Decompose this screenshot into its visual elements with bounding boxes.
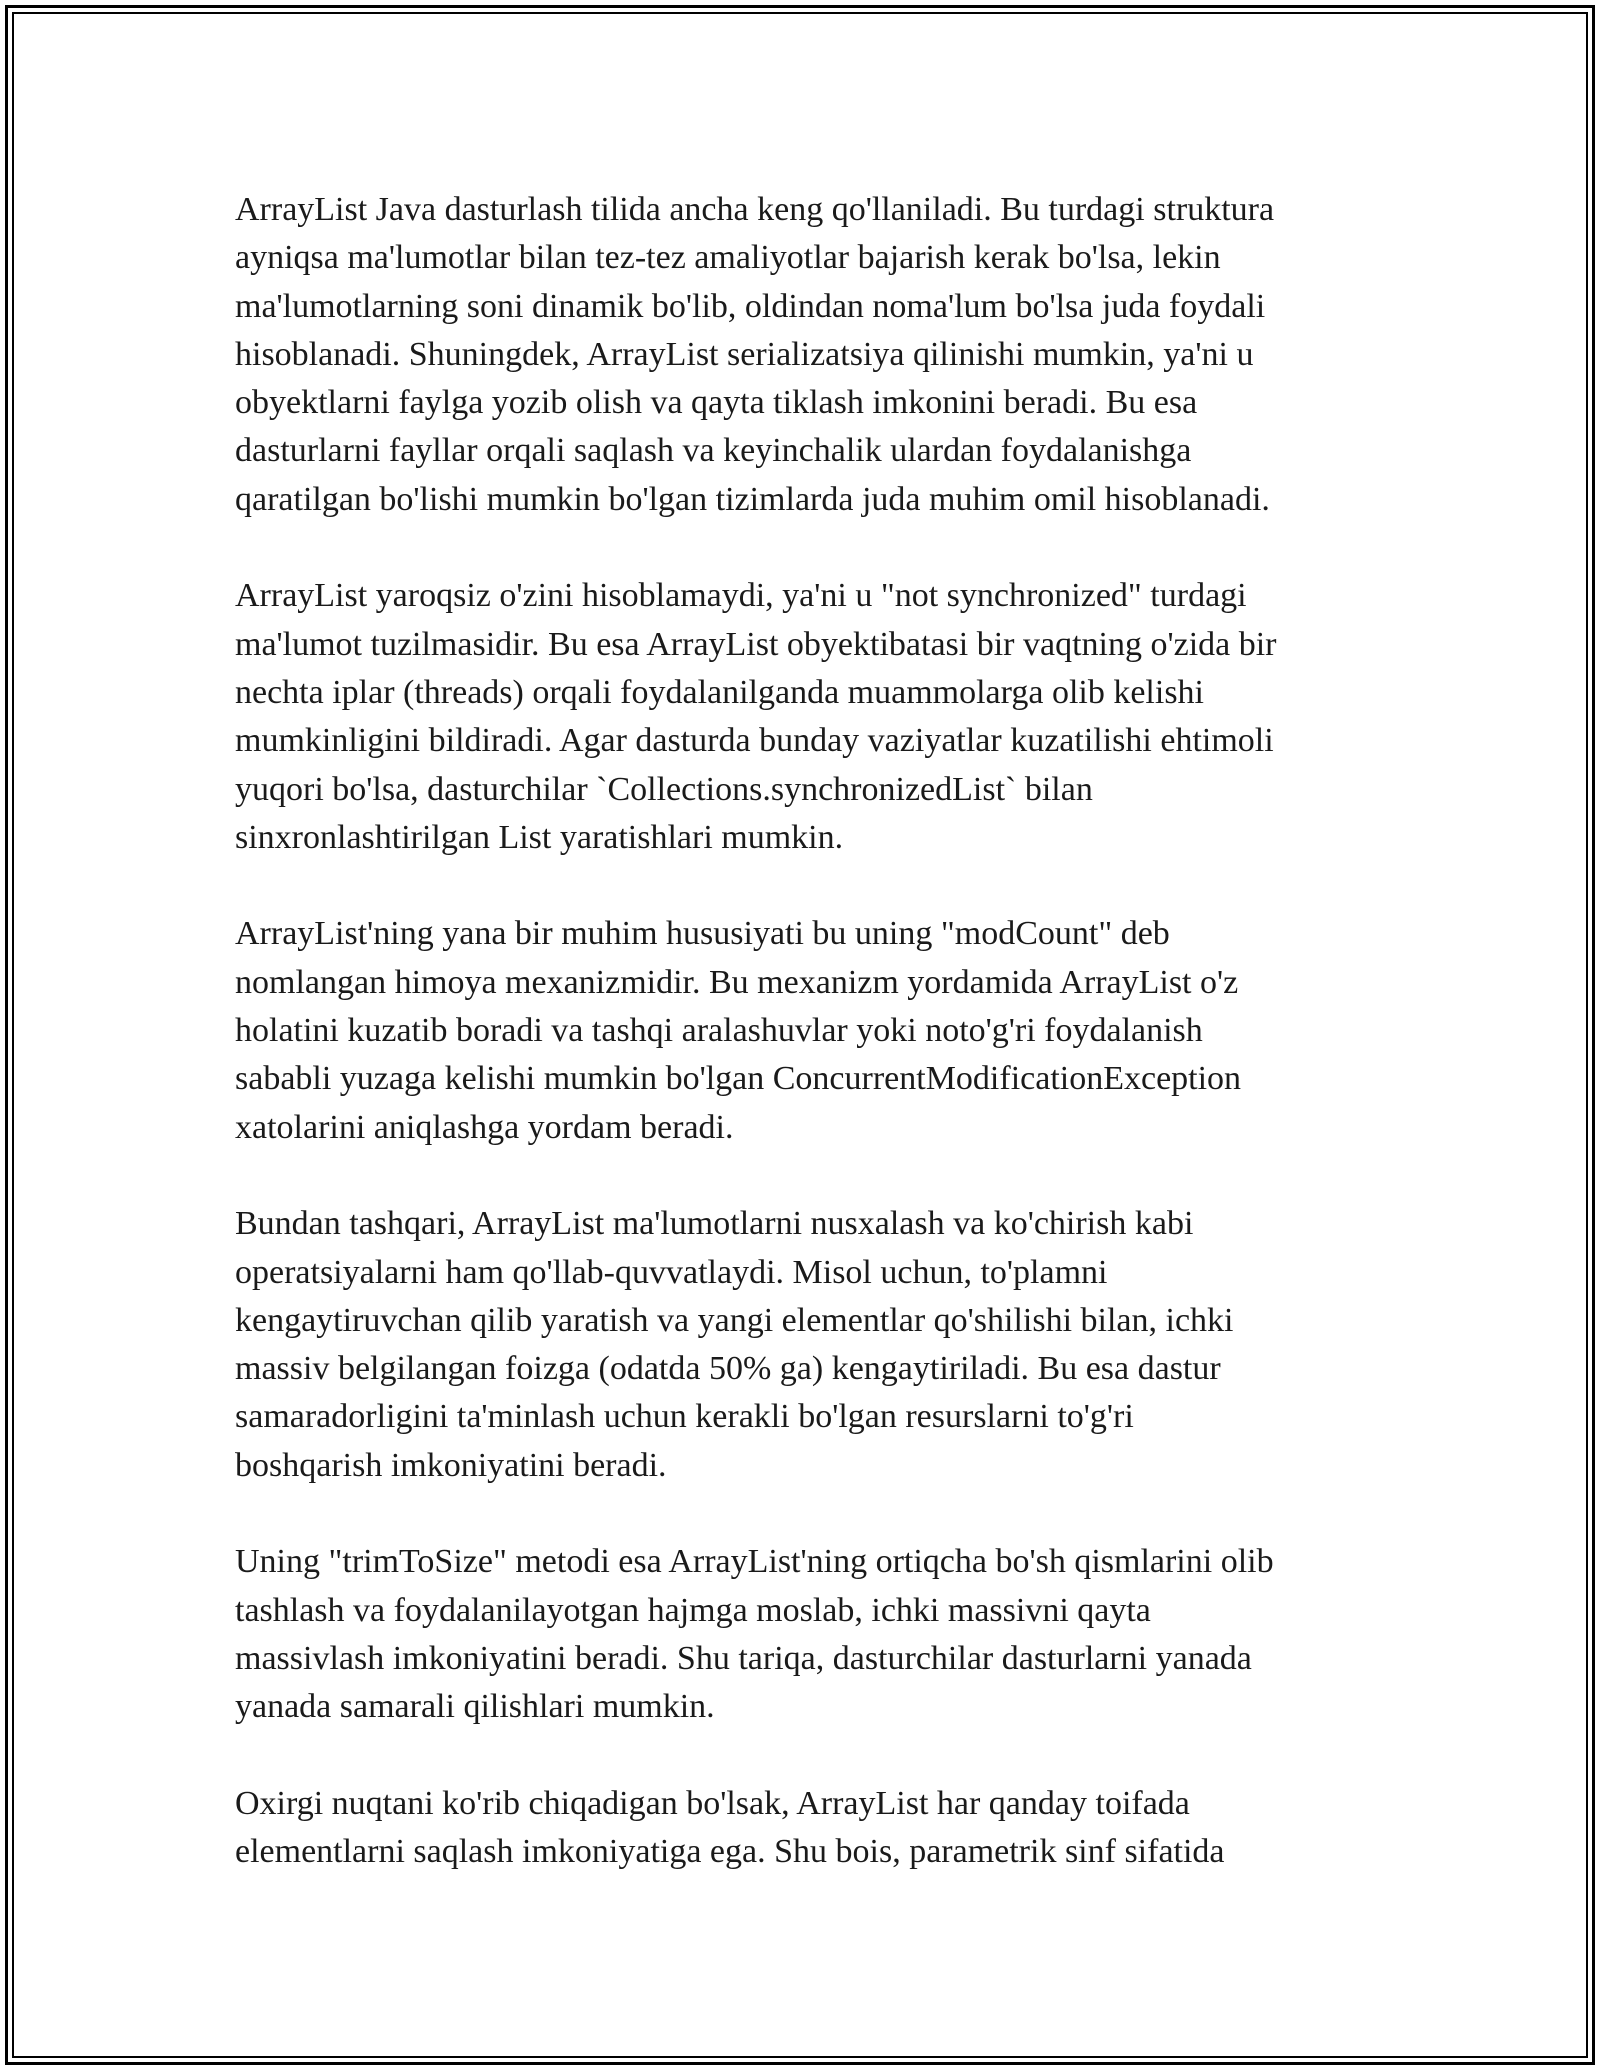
text-line: ArrayList'ning yana bir muhim hususiyati bu uning "modCount" deb [235, 915, 1170, 953]
text-line: ma'lumot tuzilmasidir. Bu esa ArrayList obyektibatasi bir vaqtning o'zida bir [235, 625, 1277, 663]
text-line: yuqori bo'lsa, dasturchilar `Collections.synchronizedList` bilan [235, 770, 1093, 808]
paragraph-synchronization [235, 572, 1385, 862]
text-line: qaratilgan bo'lishi mumkin bo'lgan tizimlarda juda muhim omil hisoblanadi. [235, 480, 1270, 518]
paragraph-generic-types [235, 1780, 1385, 1877]
text-line: sababli yuzaga kelishi mumkin bo'lgan ConcurrentModificationException [235, 1060, 1242, 1098]
text-line: samaradorligini ta'minlash uchun kerakli bo'lgan resurslarni to'g'ri [235, 1398, 1134, 1436]
text-line: dasturlarni fayllar orqali saqlash va keyinchalik ulardan foydalanishga [235, 432, 1192, 470]
document-body [235, 186, 1385, 1925]
text-line: ayniqsa ma'lumotlar bilan tez-tez amaliyotlar bajarish kerak bo'lsa, lekin [235, 239, 1221, 277]
text-line: kengaytiruvchan qilib yaratish va yangi elementlar qo'shilishi bilan, ichki [235, 1301, 1234, 1339]
text-line: massiv belgilangan foizga (odatda 50% ga) kengaytiriladi. Bu esa dastur [235, 1350, 1221, 1388]
text-line: ArrayList Java dasturlash tilida ancha keng qo'llaniladi. Bu turdagi struktura [235, 191, 1275, 228]
text-line: yanada samarali qilishlari mumkin. [235, 1688, 715, 1726]
text-line: ArrayList yaroqsiz o'zini hisoblamaydi, ya'ni u "not synchronized" turdagi [235, 577, 1247, 615]
paragraph-copy-operations [235, 1200, 1385, 1490]
text-line: Oxirgi nuqtani ko'rib chiqadigan bo'lsak, ArrayList har qanday toifada [235, 1784, 1190, 1822]
text-line: elementlarni saqlash imkoniyatiga ega. Shu bois, parametrik sinf sifatida [235, 1833, 1225, 1871]
text-line: sinxronlashtirilgan List yaratishlari mumkin. [235, 818, 844, 856]
text-line: nomlangan himoya mexanizmidir. Bu mexanizm yordamida ArrayList o'z [235, 963, 1239, 1001]
text-line: obyektlarni faylga yozib olish va qayta tiklash imkonini beradi. Bu esa [235, 384, 1198, 422]
text-line: operatsiyalarni ham qo'llab-quvvatlaydi. Misol uchun, to'plamni [235, 1253, 1108, 1291]
paragraph-arraylist-usage [235, 186, 1385, 524]
text-line: ma'lumotlarning soni dinamik bo'lib, oldindan noma'lum bo'lsa juda foydali [235, 287, 1266, 325]
text-line: Bundan tashqari, ArrayList ma'lumotlarni nusxalash va ko'chirish kabi [235, 1205, 1194, 1243]
text-line: massivlash imkoniyatini beradi. Shu tariqa, dasturchilar dasturlarni yanada [235, 1639, 1252, 1677]
text-line: xatolarini aniqlashga yordam beradi. [235, 1108, 734, 1146]
text-line: boshqarish imkoniyatini beradi. [235, 1446, 667, 1484]
text-line: mumkinligini bildiradi. Agar dasturda bunday vaziyatlar kuzatilishi ehtimoli [235, 722, 1274, 760]
text-line: tashlash va foydalanilayotgan hajmga moslab, ichki massivni qayta [235, 1591, 1151, 1629]
text-line: hisoblanadi. Shuningdek, ArrayList serializatsiya qilinishi mumkin, ya'ni u [235, 335, 1254, 373]
text-line: holatini kuzatib boradi va tashqi aralashuvlar yoki noto'g'ri foydalanish [235, 1012, 1203, 1050]
text-line: Uning "trimToSize" metodi esa ArrayList'ning ortiqcha bo'sh qismlarini olib [235, 1543, 1274, 1581]
paragraph-modcount [235, 910, 1385, 1151]
paragraph-trimtosize [235, 1538, 1385, 1731]
text-line: nechta iplar (threads) orqali foydalanilganda muammolarga olib kelishi [235, 673, 1204, 711]
